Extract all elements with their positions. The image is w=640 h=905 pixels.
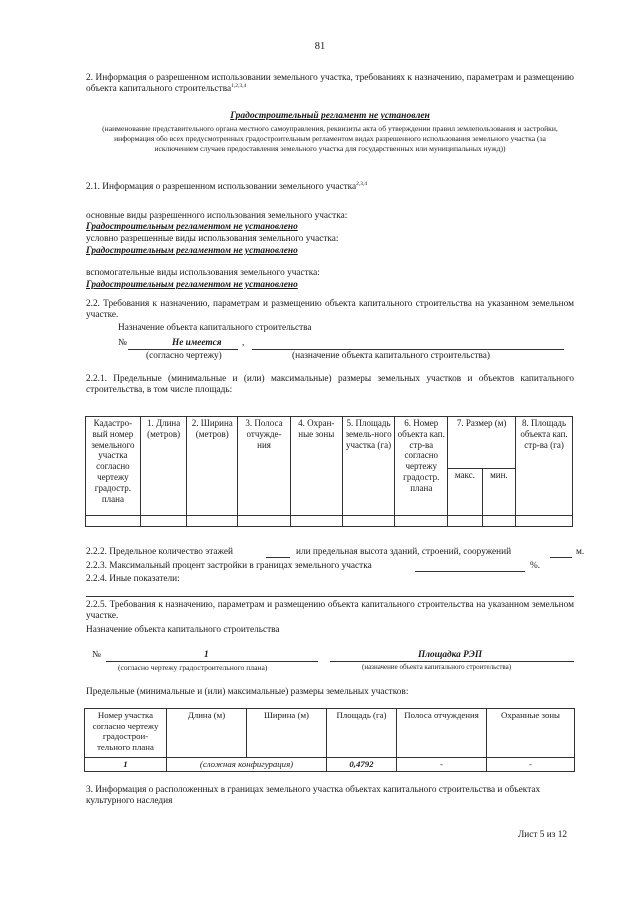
header-protected: Охранные зоны: [487, 709, 575, 758]
section-2-1-heading: 2.1. Информация о разрешенном использовании земельного участка$^{2,3,4}$: [86, 180, 368, 192]
protected-cell: -: [487, 758, 575, 772]
header-alienation-strip: 3. Полоса отчужде-ния: [238, 417, 291, 516]
auxiliary-uses-label: вспомогательные виды использования земельного участка:: [86, 268, 320, 278]
number-underline-2: [106, 661, 318, 662]
table-cell: [187, 516, 238, 527]
purpose-underline: [252, 349, 564, 350]
height-label: или предельная высота зданий, строений, сооружений: [296, 547, 512, 557]
purpose-label: Назначение объекта капитального строительства: [118, 323, 312, 333]
table-cell: [140, 516, 187, 527]
regulation-title: Градостроительный регламент не установлен: [230, 111, 430, 121]
header-object-number: 6. Номер объекта кап. стр-ва согласно чертежу градостр. плана: [395, 417, 448, 516]
table-cell: [448, 516, 482, 527]
sheet-number: Лист 5 из 12: [518, 830, 568, 840]
object-name-value: Площадка РЭП: [418, 650, 483, 660]
section-2-2-heading: 2.2. Требования к назначению, параметрам и размещению объекта капитального строительства на указанном земельном участке.: [86, 299, 574, 321]
section-2-2-1-heading: 2.2.1. Предельные (минимальные и (или) максимальные) размеры земельных участков и объектов капитального строительства, в том числе площадь:: [86, 374, 574, 396]
number-prefix: №: [118, 338, 127, 348]
header-plot-number: Номер участка согласно чертежу градострои-тельного плана: [85, 709, 167, 758]
caption-purpose-2: (назначение объекта капитального строительства): [362, 663, 512, 671]
table-cell: [482, 516, 515, 527]
building-percent-label: 2.2.3. Максимальный процент застройки в границах земельного участка: [86, 561, 372, 571]
building-percent-unit: %.: [530, 561, 541, 571]
alienation-cell: -: [397, 758, 487, 772]
building-percent-underline: [415, 571, 525, 572]
plot-number-cell: 1: [85, 758, 167, 772]
area-cell: 0,4792: [327, 758, 397, 772]
table-cell: [395, 516, 448, 527]
header-size: 7. Размер (м): [448, 417, 516, 469]
header-length-m: Длина (м): [167, 709, 247, 758]
table-cell: [86, 516, 141, 527]
comma: ,: [242, 338, 245, 348]
regulation-note: (наименование представительного органа местного самоуправления, реквизиты акта об утверждении правил землепользования и застройки, информация обо всех предусмотренных градостроительным регламентом видах разрешенного использования земельного участка (за исключением случаев предоставления земельного участка для государственных или муниципальных нужд)): [102, 124, 558, 153]
number-underline: [128, 349, 238, 350]
main-uses-label: основные виды разрешенного использования земельного участка:: [86, 211, 348, 221]
configuration-cell: (сложная конфигурация): [167, 758, 327, 772]
plot-sizes-table: [84, 708, 575, 772]
table-cell: [238, 516, 291, 527]
section-3-heading: 3. Информация о расположенных в границах земельного участка объектах капитального строительства и объектах культурного наследия: [86, 785, 541, 807]
header-length: 1. Длина (метров): [140, 417, 187, 516]
other-indicators-label: 2.2.4. Иные показатели:: [86, 574, 180, 584]
conditional-uses-value: Градостроительным регламентом не установлено: [86, 246, 298, 256]
subheader-max: макс.: [448, 469, 482, 516]
header-alienation: Полоса отчуждения: [397, 709, 487, 758]
table-cell: [342, 516, 395, 527]
section-2-heading: 2. Информация о разрешенном использовании земельного участка, требованиях к назначению, параметрам и размещению объекта капитального строительства$^{1,2,3,4}$: [86, 73, 574, 95]
purpose-label-2: Назначение объекта капитального строительства: [86, 625, 280, 635]
height-underline: [550, 557, 572, 558]
header-width: 2. Ширина (метров): [187, 417, 238, 516]
section-2-2-5-heading: 2.2.5. Требования к назначению, параметрам и размещению объекта капитального строительства на указанном земельном участке.: [86, 600, 574, 622]
floors-label: 2.2.2. Предельное количество этажей: [86, 547, 233, 557]
header-cadastral: Кадастро-вый номер земельного участка согласно чертежу градостр. плана: [86, 417, 141, 516]
caption-by-plan: (согласно чертежу градостроительного плана): [118, 663, 268, 672]
height-unit: м.: [576, 547, 585, 557]
header-plot-area: 5. Площадь земель-ного участка (га): [342, 417, 395, 516]
header-width-m: Ширина (м): [247, 709, 327, 758]
caption-by-drawing: (согласно чертежу): [146, 351, 222, 361]
number-value: Не имеется: [172, 338, 222, 348]
subheader-min: мин.: [482, 469, 515, 516]
object-name-underline: [330, 661, 574, 662]
number-prefix-2: №: [92, 650, 101, 660]
caption-purpose: (назначение объекта капитального строительства): [292, 351, 490, 361]
header-protected-zones: 4. Охран-ные зоны: [290, 417, 342, 516]
page-number: 81: [314, 41, 326, 52]
table-cell: [290, 516, 342, 527]
table-cell: [516, 516, 573, 527]
main-uses-value: Градостроительным регламентом не установлено: [86, 222, 298, 232]
conditional-uses-label: условно разрешенные виды использования земельного участка:: [86, 234, 339, 244]
other-indicators-line: [86, 596, 574, 597]
number-value-2: 1: [204, 650, 209, 660]
parameters-table: [85, 416, 573, 527]
header-object-area: 8. Площадь объекта кап. стр-ва (га): [516, 417, 573, 516]
floors-underline: [266, 557, 290, 558]
auxiliary-uses-value: Градостроительным регламентом не установлено: [86, 280, 298, 290]
header-area-ha: Площадь (га): [327, 709, 397, 758]
plot-sizes-label: Предельные (минимальные и (или) максимальные) размеры земельных участков:: [86, 687, 409, 697]
